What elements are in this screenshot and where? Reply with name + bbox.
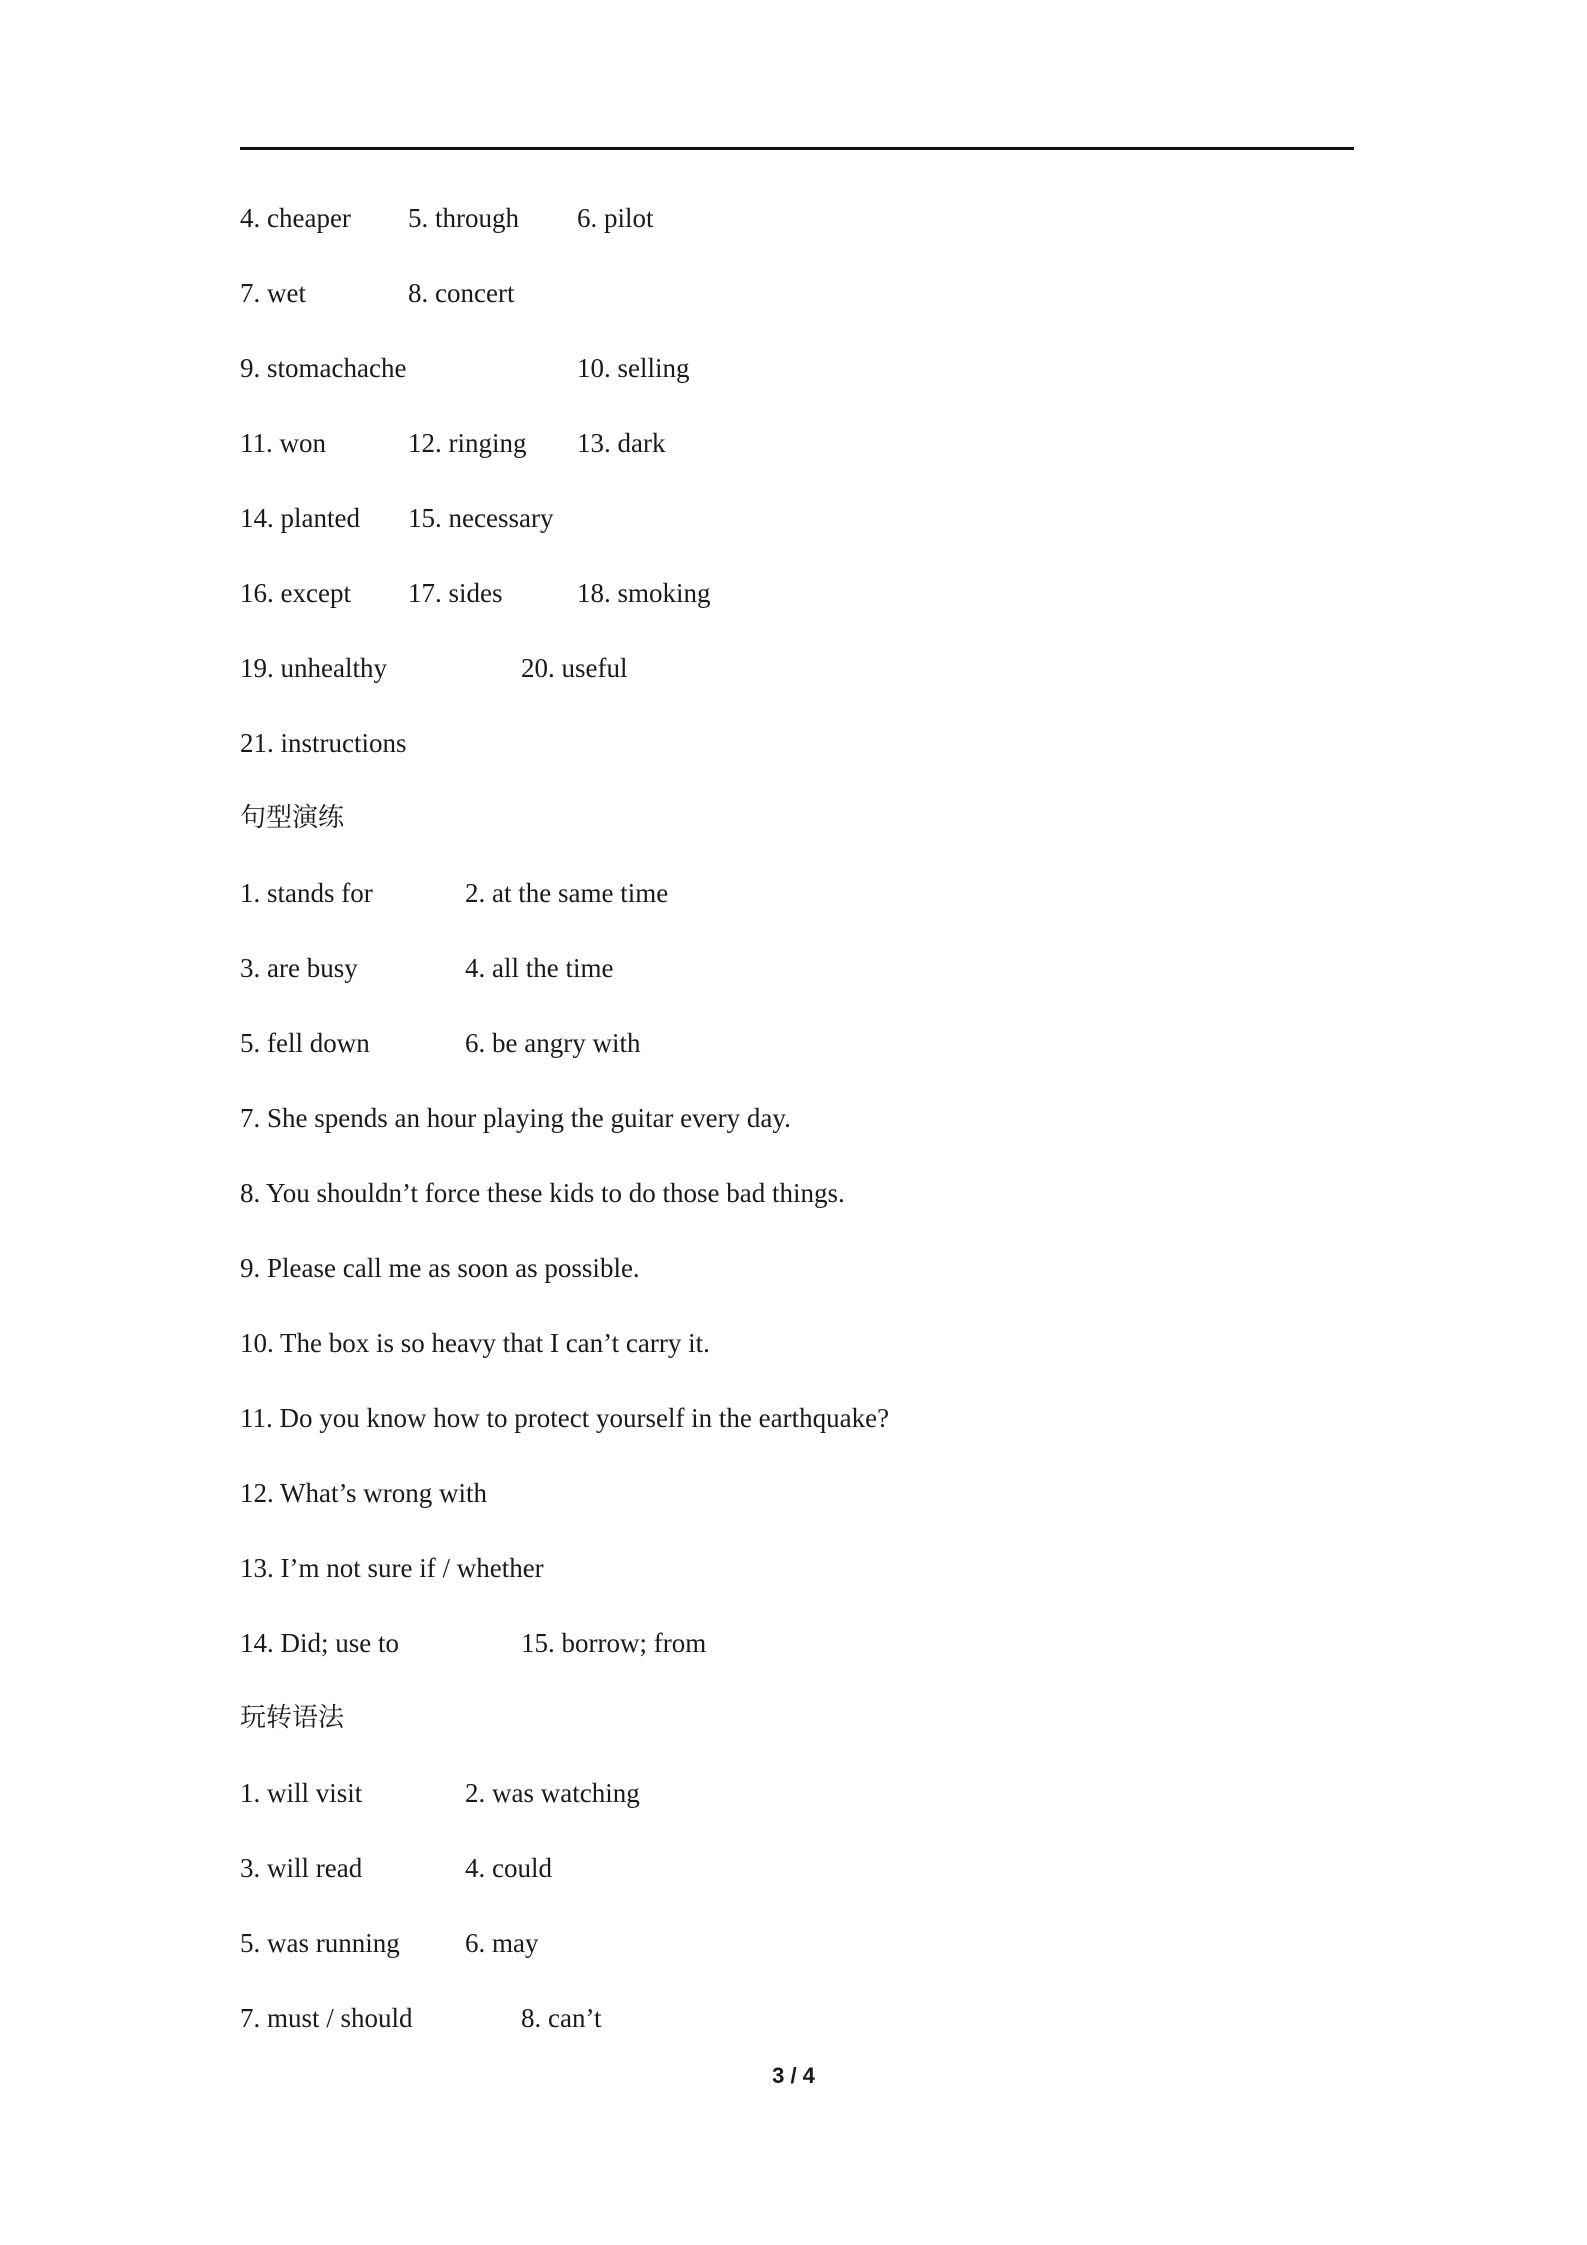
answer-item: 13. I’m not sure if / whether xyxy=(240,1553,544,1583)
answer-item: 4. all the time xyxy=(465,953,614,983)
answer-line xyxy=(240,1542,1354,1617)
answer-line xyxy=(240,1767,1354,1842)
section-heading-grammar xyxy=(240,1692,1354,1767)
answer-item: 8. concert xyxy=(408,278,515,308)
answer-line xyxy=(240,567,1354,642)
answer-item: 10. selling xyxy=(577,353,690,383)
answer-item: 21. instructions xyxy=(240,728,407,758)
answer-line xyxy=(240,1467,1354,1542)
answer-line xyxy=(240,1992,1354,2067)
answer-item: 11. won xyxy=(240,428,326,458)
answer-item: 20. useful xyxy=(521,653,628,683)
answer-item: 9. stomachache xyxy=(240,353,407,383)
answer-line xyxy=(240,642,1354,717)
answer-item: 2. at the same time xyxy=(465,878,669,908)
answer-item: 15. borrow; from xyxy=(521,1628,707,1658)
answer-item: 7. wet xyxy=(240,278,306,308)
answer-line xyxy=(240,1917,1354,1992)
answer-item: 8. can’t xyxy=(521,2003,602,2033)
answer-item: 7. must / should xyxy=(240,2003,413,2033)
answer-line xyxy=(240,1317,1354,1392)
answer-item: 12. ringing xyxy=(408,428,527,458)
header-rule xyxy=(240,147,1354,150)
answer-item: 5. fell down xyxy=(240,1028,370,1058)
answer-line xyxy=(240,717,1354,792)
answer-line xyxy=(240,942,1354,1017)
section-title: 玩转语法 xyxy=(240,1703,345,1733)
answer-item: 8. You shouldn’t force these kids to do those bad things. xyxy=(240,1178,845,1208)
answer-line xyxy=(240,1167,1354,1242)
answer-item: 3. will read xyxy=(240,1853,363,1883)
answer-item: 17. sides xyxy=(408,578,503,608)
answer-item: 5. through xyxy=(408,203,519,233)
answer-item: 16. except xyxy=(240,578,351,608)
answer-line xyxy=(240,1842,1354,1917)
answer-item: 9. Please call me as soon as possible. xyxy=(240,1253,640,1283)
answer-line xyxy=(240,417,1354,492)
answer-item: 6. be angry with xyxy=(465,1028,641,1058)
answer-line xyxy=(240,867,1354,942)
answer-line xyxy=(240,1617,1354,1692)
answer-item: 15. necessary xyxy=(408,503,554,533)
answer-item: 14. Did; use to xyxy=(240,1628,399,1658)
answer-item: 7. She spends an hour playing the guitar every day. xyxy=(240,1103,791,1133)
answer-line xyxy=(240,492,1354,567)
answer-line xyxy=(240,342,1354,417)
answer-item: 5. was running xyxy=(240,1928,400,1958)
answer-key xyxy=(240,192,1354,2067)
answer-item: 11. Do you know how to protect yourself in the earthquake? xyxy=(240,1403,890,1433)
answer-line xyxy=(240,1392,1354,1467)
answer-item: 1. stands for xyxy=(240,878,373,908)
answer-line xyxy=(240,1017,1354,1092)
answer-item: 10. The box is so heavy that I can’t carry it. xyxy=(240,1328,710,1358)
answer-item: 18. smoking xyxy=(577,578,711,608)
answer-line xyxy=(240,267,1354,342)
answer-item: 19. unhealthy xyxy=(240,653,387,683)
answer-line xyxy=(240,1092,1354,1167)
answer-item: 14. planted xyxy=(240,503,360,533)
answer-item: 6. may xyxy=(465,1928,539,1958)
answer-line xyxy=(240,192,1354,267)
answer-item: 2. was watching xyxy=(465,1778,640,1808)
answer-item: 4. cheaper xyxy=(240,203,351,233)
answer-item: 4. could xyxy=(465,1853,552,1883)
answer-line xyxy=(240,1242,1354,1317)
section-title: 句型演练 xyxy=(240,803,345,833)
answer-item: 6. pilot xyxy=(577,203,654,233)
section-heading-sentences xyxy=(240,792,1354,867)
page-number: 3 / 4 xyxy=(772,2063,815,2088)
answer-item: 12. What’s wrong with xyxy=(240,1478,487,1508)
answer-item: 3. are busy xyxy=(240,953,358,983)
answer-item: 1. will visit xyxy=(240,1778,363,1808)
answer-item: 13. dark xyxy=(577,428,666,458)
